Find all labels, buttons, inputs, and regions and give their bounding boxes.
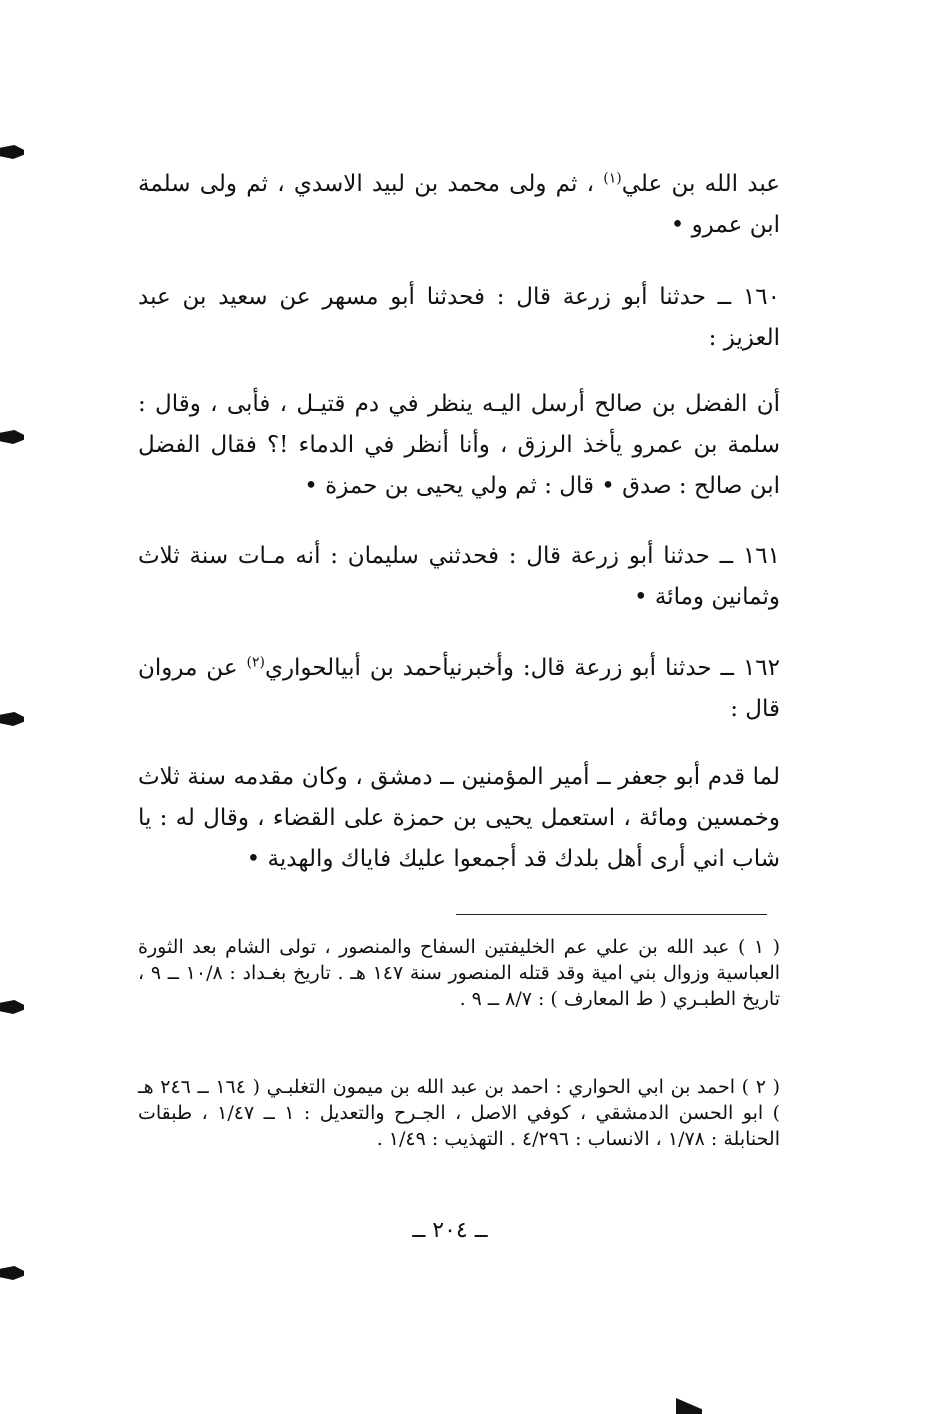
paragraph-5 bbox=[138, 648, 780, 730]
scan-edge-mark bbox=[0, 145, 24, 159]
scan-edge-mark bbox=[0, 712, 24, 726]
paragraph-text: ١٦٢ ــ حدثنا أبو زرعة قال: وأخبرنيأحمد بن أبيالحواري bbox=[264, 655, 780, 681]
footnote-reference[interactable]: (٢) bbox=[246, 654, 265, 671]
paragraph-3 bbox=[138, 384, 780, 507]
paragraph-text: عبد الله بن علي bbox=[621, 171, 780, 197]
footnote-reference[interactable]: (١) bbox=[603, 170, 622, 187]
scan-edge-mark bbox=[0, 1266, 24, 1280]
footnote-text: ( ١ ) عبد الله بن علي عم الخليفتين السفاح والمنصور ، تولى الشام بعد الثورة العباسية وزوال بني امية وقد قتله المنصور سنة ١٤٧ هـ . تاريخ بغـداد : ١٠/٨ ــ ٩ ، تاريخ الطبـري ( ط المعارف ) : ٨/٧ ــ ٩ . bbox=[138, 936, 781, 1010]
footnote-1 bbox=[138, 934, 780, 1012]
footnote-divider bbox=[456, 914, 767, 915]
paragraph-text: لما قدم أبو جعفر ــ أمير المؤمنين ــ دمشق ، وكان مقدمه سنة ثلاث وخمسين ومائة ، استعمل يحيى بن حمزة على القضاء ، وقال له : يا شاب اني أرى أهل بلدك قد أجمعوا عليك فاياك والهدية • bbox=[138, 764, 780, 872]
scan-corner-mark bbox=[676, 1398, 702, 1414]
paragraph-text: عن مروان قال : bbox=[138, 655, 780, 722]
scan-edge-mark bbox=[0, 430, 24, 444]
paragraph-1 bbox=[138, 164, 780, 246]
paragraph-text: ١٦٠ ــ حدثنا أبو زرعة قال : فحدثنا أبو مسهر عن سعيد بن عبد العزيز : bbox=[138, 284, 780, 351]
paragraph-text: ١٦١ ــ حدثنا أبو زرعة قال : فحدثني سليمان : أنه مـات سنة ثلاث وثمانين ومائة • bbox=[138, 543, 780, 610]
page-number: ــ ٢٠٤ ــ bbox=[412, 1218, 488, 1243]
paragraph-text: أن الفضل بن صالح أرسل اليـه ينظر في دم قتيـل ، فأبى ، وقال : سلمة بن عمرو يأخذ الرزق ، وأنا أنظر في الدماء !؟ فقال الفضل ابن صالح : صدق • قال : ثم ولي يحيى بن حمزة • bbox=[138, 391, 780, 499]
footnote-2 bbox=[138, 1074, 780, 1152]
paragraph-4 bbox=[138, 536, 780, 618]
scan-edge-mark bbox=[0, 1000, 24, 1014]
paragraph-text: ، ثم ولى محمد بن لبيد الاسدي ، ثم ولى سلمة ابن عمرو • bbox=[138, 171, 780, 238]
paragraph-6 bbox=[138, 757, 780, 880]
footnote-text: ( ٢ ) احمد بن ابي الحواري : احمد بن عبد الله بن ميمون التغلبـي ( ١٦٤ ــ ٢٤٦ هـ ) ابو الحسن الدمشقي ، كوفي الاصل ، الجـرح والتعديل : ١ ــ ١/٤٧ ، طبقات الحنابلة : ١/٧٨ ، الانساب : ٤/٢٩٦ . التهذيب : ١/٤٩ . bbox=[138, 1076, 781, 1150]
paragraph-2 bbox=[138, 277, 780, 359]
